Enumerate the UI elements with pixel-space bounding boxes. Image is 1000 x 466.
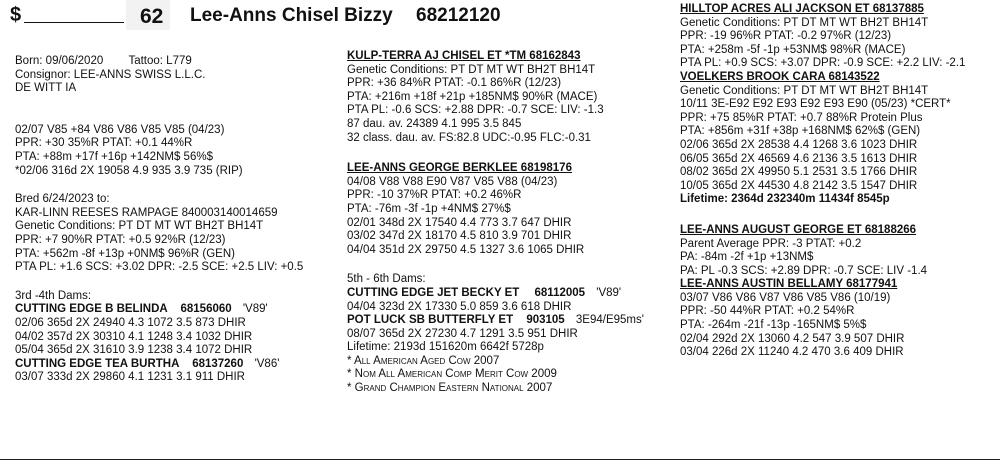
dam-lifetime: Lifetime: 2193d 151620m 6642f 5728p [347,341,544,354]
sire-line: 32 class. dau. av. FS:82.8 UDC:-0.95 FLC:-0.31 [347,131,591,144]
dam-heading [347,314,677,328]
sire-dam-heading: VOELKERS BROOK CARA 68143522 [680,70,880,83]
animal-name: Lee-Anns Chisel Bizzy [190,5,393,26]
record-line: 02/07 V85 +84 V86 V86 V85 V85 (04/23) [15,123,225,136]
animal-reg-number: 68212120 [416,5,501,26]
record-line: *02/06 316d 2X 19058 4.9 935 3.9 735 (RIP) [15,164,243,177]
dam-name: CUTTING EDGE JET BECKY ET [347,286,520,299]
sire-dam-line: PPR: +75 85%R PTAT: +0.7 88%R Protein Plus [680,111,923,124]
dam-name: CUTTING EDGE B BELINDA [15,303,168,316]
sire-sire-line: Genetic Conditions: PT DT MT WT BH2T BH14T [680,16,929,29]
dam-sire-line: PA: -84m -2f +1p +13NM$ [680,251,814,264]
dam-dam-line: 03/04 226d 2X 11240 4.2 470 3.6 409 DHIR [680,346,904,359]
dam-record: 04/02 357d 2X 30310 4.1 1248 3.4 1032 DHIR [15,330,253,343]
lot-number: 62 [140,5,164,28]
dam-line: PTA: -76m -3f -1p +4NM$ 27%$ [347,202,511,215]
sire-sire-line: PPR: -19 96%R PTAT: -0.2 97%R (12/23) [680,30,892,43]
sire-dam-line: 02/06 365d 2X 28538 4.4 1268 3.6 1023 DHIR [680,138,918,151]
dam-reg: 68112005 [534,286,586,299]
bottom-divider [0,459,1000,460]
left-column [15,55,335,385]
dam-line: 04/04 351d 2X 29750 4.5 1327 3.6 1065 DHIR [347,243,585,256]
dam-record: 04/04 323d 2X 17330 5.0 859 3.6 618 DHIR [347,300,572,313]
sire-dam-lifetime: Lifetime: 2364d 232340m 11434f 8545p [680,193,890,206]
bred-line: Genetic Conditions: PT DT MT WT BH2T BH14T [15,220,264,233]
consignor: Consignor: LEE-ANNS SWISS L.L.C. [15,68,206,81]
dam-record: 05/04 365d 2X 31610 3.9 1238 3.4 1072 DHIR [15,344,253,357]
bred-line: Bred 6/24/2023 to: [15,193,110,206]
sire-dam-line: PTA: +856m +31f +38p +168NM$ 62%$ (GEN) [680,125,921,138]
tattoo: Tattoo: L779 [128,55,192,67]
dam-reg: 903105 [526,314,565,327]
dam-name: CUTTING EDGE TEA BURTHA [15,357,179,370]
dam-score: 3E94/E95ms' [575,314,644,327]
dam-name: POT LUCK SB BUTTERFLY ET [347,314,514,327]
sire-sire-line: PTA PL: +0.9 SCS: +3.07 DPR: -0.9 SCE: +2.2 LIV: -2.1 [680,57,966,70]
born-date: Born: 09/06/2020 [15,55,104,67]
sire-dam-line: 06/05 365d 2X 46569 4.6 2136 3.5 1613 DHIR [680,152,918,165]
dam-heading [15,303,335,317]
dam-line: PPR: -10 37%R PTAT: +0.2 46%R [347,189,522,202]
right-column [680,3,998,360]
price-symbol: $ [10,4,22,26]
honor-line: * All American Aged Cow 2007 [347,354,500,367]
dam-record: 03/07 333d 2X 29860 4.1 1231 3.1 911 DHIR [15,371,245,384]
dam-dam-line: PTA: -264m -21f -13p -165NM$ 5%$ [680,319,867,332]
record-line: PPR: +30 35%R PTAT: +0.1 44%R [15,137,193,150]
sire-line: PTA PL: -0.6 SCS: +2.88 DPR: -0.7 SCE: LIV: -1.3 [347,104,604,117]
sire-line: PTA: +216m +18f +21p +185NM$ 90%R (MACE) [347,90,598,103]
dam-score: 'V89' [242,303,268,316]
dam-line: 02/01 348d 2X 17540 4.4 773 3.7 647 DHIR [347,216,572,229]
dam-dam-line: PPR: -50 44%R PTAT: +0.2 54%R [680,305,855,318]
sire-dam-line: 08/02 365d 2X 49950 5.1 2531 3.5 1766 DHIR [680,166,918,179]
dam-heading [15,358,335,372]
price-blank-line [24,22,124,23]
bred-line: PTA PL: +1.6 SCS: +3.02 DPR: -2.5 SCE: +2.5 LIV: +0.5 [15,261,304,274]
dam-heading [347,287,677,301]
bred-line: PTA: +562m -8f +13p +0NM$ 96%R (GEN) [15,247,235,260]
dam-record: 08/07 365d 2X 27230 4.7 1291 3.5 951 DHIR [347,327,578,340]
dam-line: 03/02 347d 2X 18170 4.5 810 3.9 701 DHIR [347,230,572,243]
dam-dam-heading: LEE-ANNS AUSTIN BELLAMY 68177941 [680,278,898,291]
dam-sire-heading: LEE-ANNS AUGUST GEORGE ET 68188266 [680,223,917,236]
bred-line: KAR-LINN REESES RAMPAGE 840003140014659 [15,206,278,219]
sire-sire-heading: HILLTOP ACRES ALI JACKSON ET 68137885 [680,3,924,15]
dam-sire-line: Parent Average PPR: -3 PTAT: +0.2 [680,237,862,250]
dam-score: 'V89' [596,286,622,299]
dam-dam-line: 02/04 292d 2X 13060 4.2 547 3.9 507 DHIR [680,332,905,345]
dams-label: 3rd -4th Dams: [15,289,92,302]
sire-line: Genetic Conditions: PT DT MT WT BH2T BH14T [347,63,596,76]
record-line: PTA: +88m +17f +16p +142NM$ 56%$ [15,150,213,163]
sire-dam-line: 10/05 365d 2X 44530 4.8 2142 3.5 1547 DHIR [680,179,918,192]
born-row [15,55,335,69]
dam-reg: 68137260 [192,357,244,370]
sire-heading: KULP-TERRA AJ CHISEL ET *TM 68162843 [347,50,581,62]
sire-sire-line: PTA: +258m -5f -1p +53NM$ 98%R (MACE) [680,43,906,56]
dams-label: 5th - 6th Dams: [347,273,426,286]
dam-score: 'V86' [254,357,280,370]
honor-line: * Nom All American Comp Merit Cow 2009 [347,368,557,381]
dam-sire-line: PA: PL -0.3 SCS: +2.89 DPR: -0.7 SCE: LIV -1.4 [680,264,928,277]
bred-line: PPR: +7 90%R PTAT: +0.5 92%R (12/23) [15,233,226,246]
sire-line: PPR: +36 84%R PTAT: -0.1 86%R (12/23) [347,77,562,90]
dam-heading: LEE-ANNS GEORGE BERKLEE 68198176 [347,162,572,175]
location: DE WITT IA [15,82,77,95]
sire-line: 87 dau. av. 24389 4.1 995 3.5 845 [347,117,522,130]
honor-line: * Grand Champion Eastern National 2007 [347,382,553,395]
dam-line: 04/08 V88 V88 E90 V87 V85 V88 (04/23) [347,175,558,188]
middle-column [347,50,677,396]
dam-reg: 68156060 [180,303,232,316]
sire-dam-line: 10/11 3E-E92 E92 E93 E92 E93 E90 (05/23) *CERT* [680,98,951,111]
dam-record: 02/06 365d 2X 24940 4.3 1072 3.5 873 DHIR [15,316,246,329]
dam-dam-line: 03/07 V86 V86 V87 V86 V85 V86 (10/19) [680,291,891,304]
sire-dam-line: Genetic Conditions: PT DT MT WT BH2T BH14T [680,84,929,97]
